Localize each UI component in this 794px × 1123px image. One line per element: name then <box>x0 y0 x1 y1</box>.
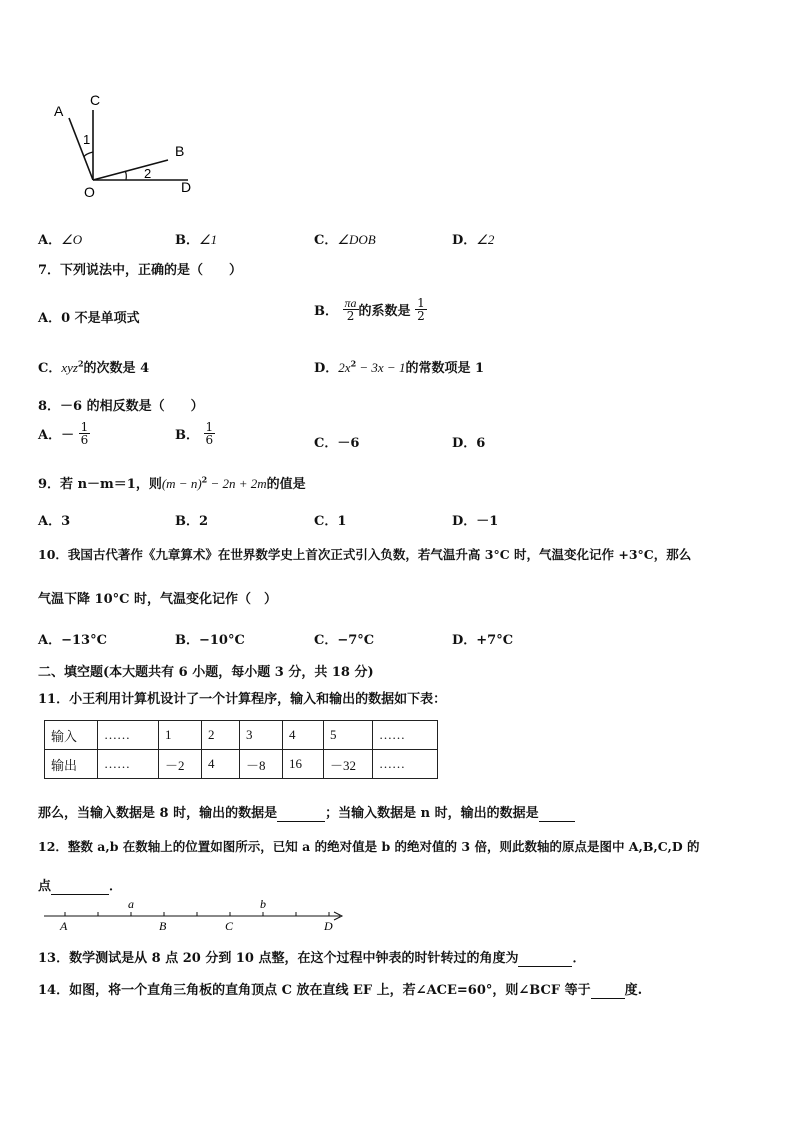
q6-option-c: C．∠DOB <box>314 232 376 248</box>
table-cell: －32 <box>324 750 373 779</box>
table-cell: 4 <box>283 721 324 750</box>
label-D: D <box>181 179 192 195</box>
axis-point-B: B <box>159 919 167 933</box>
q13-text: 13．数学测试是从 8 点 20 分到 10 点整，在这个过程中钟表的时针转过的角度为 ． <box>38 951 586 966</box>
axis-label-b: b <box>260 897 266 911</box>
axis-point-A: A <box>60 919 68 933</box>
q8-option-b: B． $\frac{1}{6}$ <box>175 420 214 447</box>
q10-line1: 10．我国古代著作《九章算术》在世界数学史上首次正式引入负数，若气温升高 3°C 时，气温变化记作 +3°C，那么 <box>38 547 692 562</box>
axis-point-C: C <box>225 919 234 933</box>
q11-stem: 11．小王利用计算机设计了一个计算程序，输入和输出的数据如下表： <box>38 692 447 707</box>
q8-stem: 8．－6 的相反数是（ ） <box>38 399 204 414</box>
label-C: C <box>90 92 101 108</box>
number-line <box>40 896 350 936</box>
q10-line2: 气温下降 10°C 时，气温变化记作（ ） <box>38 592 277 607</box>
axis-label-a: a <box>128 897 134 911</box>
q9-option-b: B．2 <box>175 514 209 529</box>
table-row <box>45 750 438 779</box>
answer-blank[interactable] <box>277 806 325 822</box>
q7-option-b: B． $\frac{\pi a}{2}$ 的系数是 $\frac{1}{2}$ <box>314 296 425 323</box>
table-cell: 1 <box>159 721 202 750</box>
table-cell: 3 <box>240 721 283 750</box>
q10-option-b: B．−10°C <box>175 633 245 648</box>
q8-option-a: A．－ $\frac{1}{6}$ <box>38 420 89 447</box>
label-O: O <box>84 184 95 200</box>
table-cell: …… <box>373 750 438 779</box>
table-cell: …… <box>98 721 159 750</box>
table-cell: 5 <box>324 721 373 750</box>
answer-blank[interactable] <box>539 806 575 822</box>
q9-option-d: D．－1 <box>452 514 499 529</box>
angle-figure <box>40 88 210 203</box>
q12-line2: 点 ． <box>38 879 123 894</box>
q10-option-a: A．−13°C <box>38 633 107 648</box>
table-cell: －2 <box>159 750 202 779</box>
table-cell: 输出 <box>45 750 98 779</box>
label-2: 2 <box>144 166 152 181</box>
q9-option-c: C．1 <box>314 514 347 529</box>
q10-option-c: C．−7°C <box>314 633 375 648</box>
q11-follow-up: 那么，当输入数据是 8 时，输出的数据是 ；当输入数据是 n 时，输出的数据是 <box>38 802 575 822</box>
q14-text: 14．如图，将一个直角三角板的直角顶点 C 放在直线 EF 上，若∠ACE=60°，则∠BCF 等于 度. <box>38 983 643 998</box>
table-cell: …… <box>98 750 159 779</box>
table-cell: －8 <box>240 750 283 779</box>
table-cell: 2 <box>202 721 240 750</box>
label-A: A <box>54 103 64 119</box>
table-cell: 4 <box>202 750 240 779</box>
answer-blank[interactable] <box>518 951 572 967</box>
label-1: 1 <box>83 132 91 147</box>
table-cell: …… <box>373 721 438 750</box>
q7-option-d: D．$2x^2 - 3x - 1$的常数项是 1 <box>314 358 485 376</box>
q8-option-d: D．6 <box>452 436 486 451</box>
q9-stem: 9．若 n－m＝1，则$(m - n)^2 - 2n + 2m$的值是 <box>38 474 306 492</box>
q8-option-c: C．－6 <box>314 436 360 451</box>
table-cell: 16 <box>283 750 324 779</box>
q6-option-b: B．∠1 <box>175 232 218 248</box>
answer-blank[interactable] <box>591 983 625 999</box>
axis-point-D: D <box>324 919 333 933</box>
q7-option-c: C．xyz$^2$的次数是 4 <box>38 358 150 376</box>
q7-stem: 7．下列说法中，正确的是（ ） <box>38 263 243 278</box>
q6-option-d: D．∠2 <box>452 232 495 248</box>
io-table <box>44 720 438 779</box>
section-heading: 二、填空题(本大题共有 6 小题，每小题 3 分，共 18 分) <box>38 665 374 680</box>
q12-line1: 12．整数 a,b 在数轴上的位置如图所示，已知 a 的绝对值是 b 的绝对值的 3 倍，则此数轴的原点是图中 A,B,C,D 的 <box>38 839 700 854</box>
table-cell: 输入 <box>45 721 98 750</box>
q10-option-d: D．+7°C <box>452 633 514 648</box>
q9-option-a: A．3 <box>38 514 71 529</box>
q6-option-a: A．∠O <box>38 232 83 248</box>
table-row <box>45 721 438 750</box>
q7-option-a: A．0 不是单项式 <box>38 311 140 326</box>
label-B: B <box>175 143 185 159</box>
answer-blank[interactable] <box>51 879 109 895</box>
